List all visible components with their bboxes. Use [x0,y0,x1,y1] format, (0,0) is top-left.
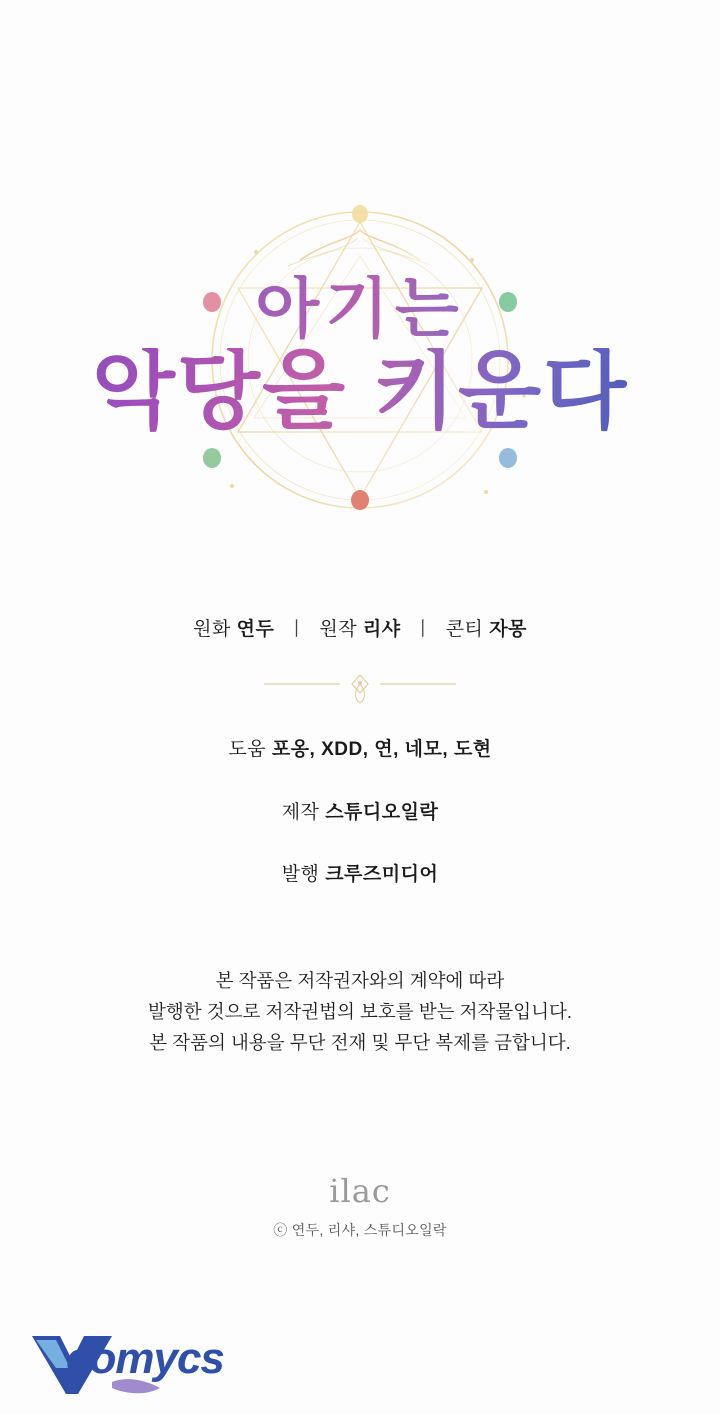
ornamental-divider [260,671,460,705]
legal-line-3: 본 작품의 내용을 무단 전재 및 무단 복제를 금합니다. [149,1032,571,1053]
credit-value-production: 스튜디오일락 [325,801,439,823]
publisher-logo-text: ilac [329,1172,391,1210]
credit-label-storyboard: 콘티 [445,619,484,640]
legal-line-2: 발행한 것으로 저작권법의 보호를 받는 저작물입니다. [147,1001,572,1022]
credit-label-help: 도움 [228,739,267,761]
credit-value-publisher: 크루즈미디어 [325,864,439,886]
copyright-line: ⓒ 연두, 리샤, 스튜디오일락 [273,1222,447,1238]
credit-separator-1: 丨 [287,619,307,640]
watermark-text: comycs [66,1334,224,1383]
credit-row-production [0,798,720,828]
credit-label-publisher: 발행 [281,864,320,886]
legal-notice [0,965,720,1058]
credit-separator-2: 丨 [413,619,433,640]
credit-row-publisher [0,860,720,890]
publisher-logo [0,1172,720,1210]
credit-value-art: 연두 [236,619,275,640]
credit-label-art: 원화 [193,619,231,640]
credit-value-storyboard: 자몽 [489,619,527,640]
legal-line-1: 본 작품은 저작권자와의 계약에 따라 [215,970,505,991]
credit-value-help: 포옹, XDD, 연, 네모, 도현 [271,739,492,761]
credit-value-original: 리샤 [362,619,401,640]
title-line-1: 아기는 [0,275,720,341]
title-artwork [0,170,720,570]
title-line-2: 악당을 키운다 [0,348,720,434]
credit-label-original: 원작 [319,619,358,640]
credit-row-main [0,615,720,645]
credit-label-production: 제작 [281,801,320,823]
credits-block [0,615,720,891]
site-watermark [26,1330,266,1400]
credit-row-help [0,735,720,765]
